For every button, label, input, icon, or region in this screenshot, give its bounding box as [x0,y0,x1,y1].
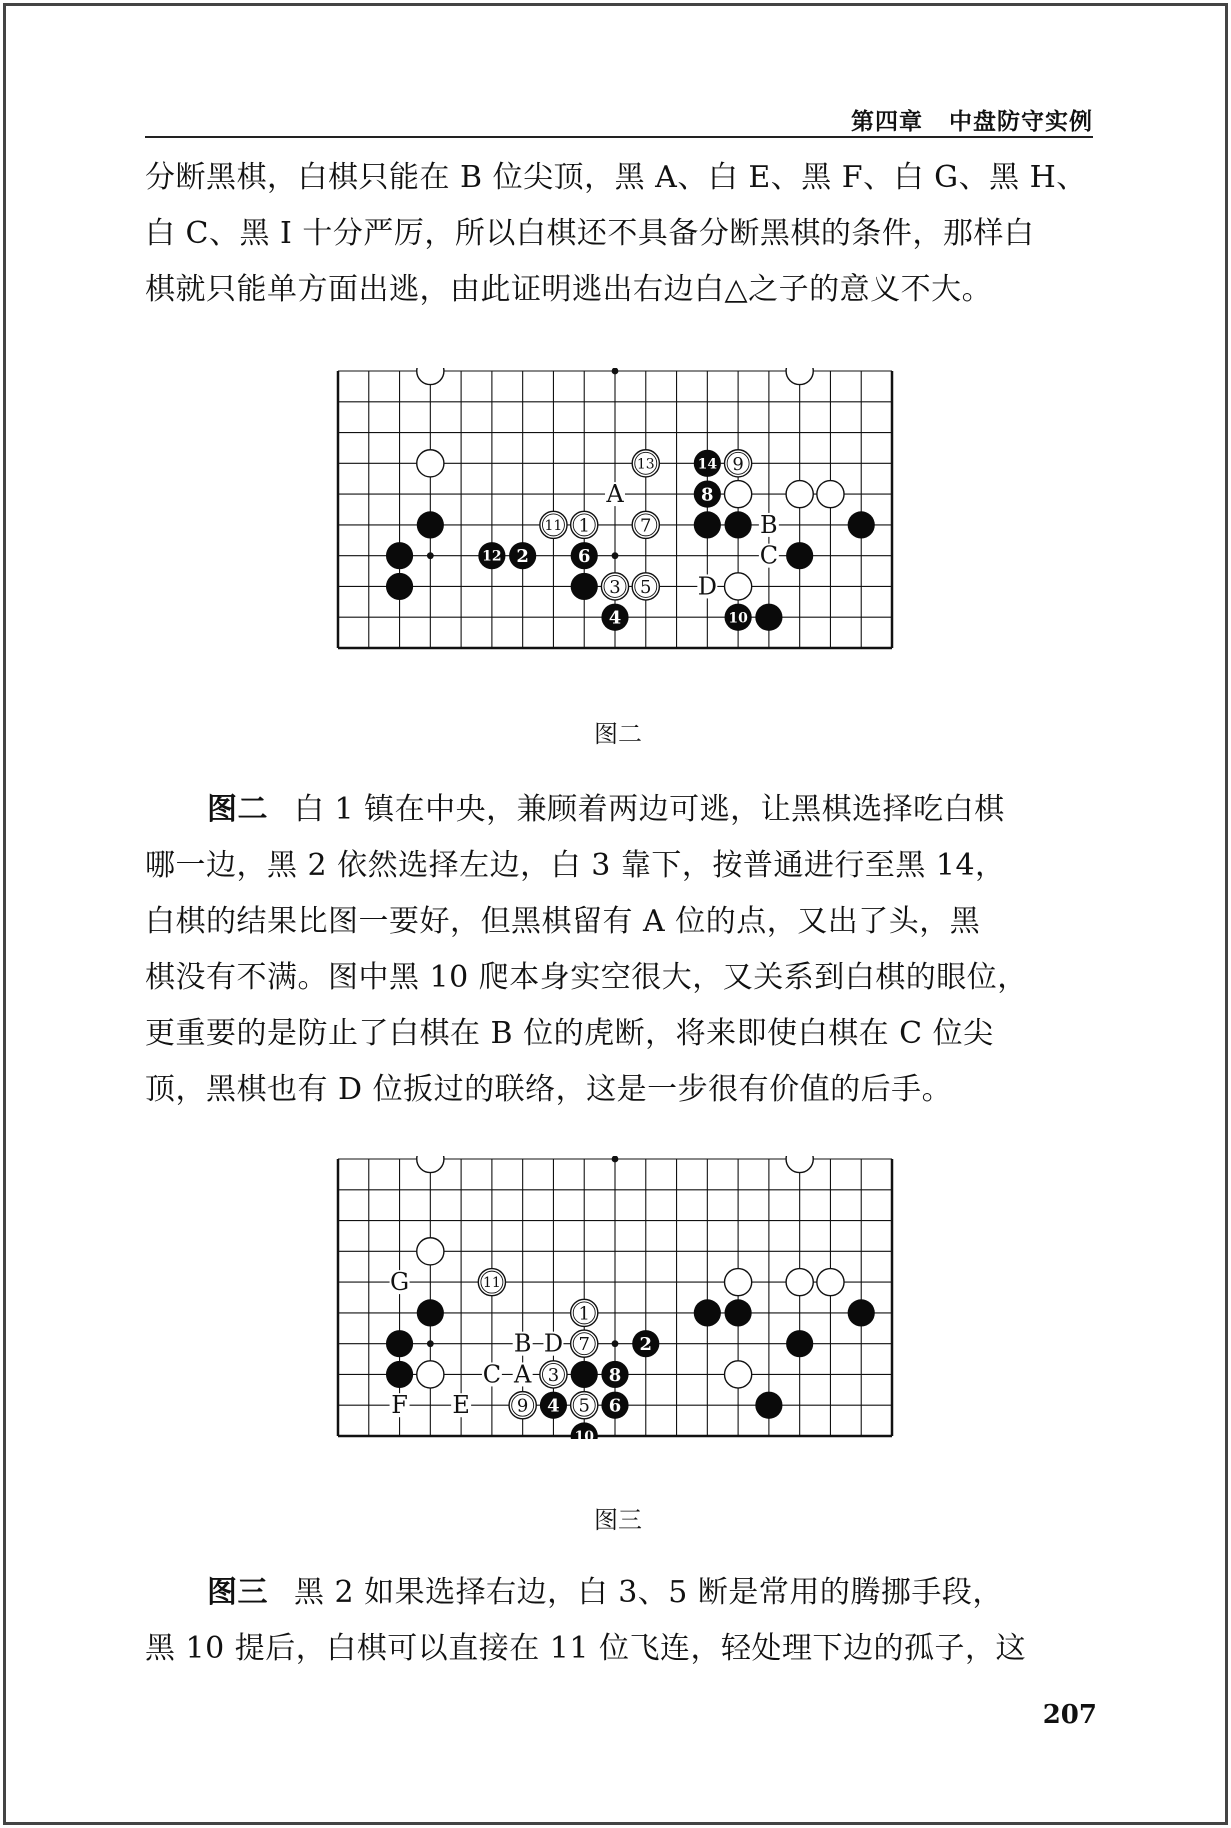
text-line: 黑 2 如果选择右边，白 3、5 断是常用的腾挪手段， [294,1575,1003,1610]
star-point [612,1340,619,1347]
white-stone-numbered [632,511,659,538]
move-number: 11 [544,517,563,534]
board-figure-2-svg [335,368,895,651]
black-stone [848,1299,875,1326]
header-rule [145,136,1093,138]
white-stone [417,450,444,477]
black-stone-numbered [571,542,598,569]
white-stone-numbered [601,573,628,600]
chapter-label: 第四章 [851,109,923,135]
black-stone [417,1299,444,1326]
text-line: 白 C、黑 I 十分严厉，所以白棋还不具备分断黑棋的条件，那样白 [145,216,1035,251]
move-number: 7 [640,515,652,537]
white-stone [725,481,752,508]
position-label: E [452,1391,470,1420]
move-number: 2 [639,1334,653,1356]
position-label: G [389,1268,410,1297]
black-stone [386,542,413,569]
paragraph-top [145,150,1095,318]
black-stone-numbered [601,1361,628,1388]
text-line: 黑 10 提后，白棋可以直接在 11 位飞连，轻处理下边的孤子，这 [145,1631,1026,1666]
black-stone-numbered [601,1392,628,1419]
white-stone [417,368,444,385]
move-number: 4 [547,1395,560,1417]
text-line: 更重要的是防止了白棋在 B 位的虎断，将来即使白棋在 C 位尖 [145,1016,994,1051]
white-stone-numbered [571,1392,598,1419]
move-number: 5 [640,576,652,598]
white-stone [725,1361,752,1388]
position-label: A [514,1360,532,1389]
white-stone-numbered [725,450,752,477]
move-number: 6 [608,1395,622,1417]
move-number: 3 [609,576,621,598]
white-stone-numbered [632,573,659,600]
white-stone-numbered [478,1269,505,1296]
paragraph-figure-2 [145,782,1095,1118]
move-number: 10 [574,1429,594,1439]
white-stone [417,1361,444,1388]
black-stone [786,542,813,569]
text-line: 白棋的结果比图一要好，但黑棋留有 A 位的点，又出了头，黑 [145,904,981,939]
white-stone [725,1269,752,1296]
black-stone [755,1392,782,1419]
black-stone [725,511,752,538]
move-number: 14 [697,456,718,473]
text-line: 棋没有不满。图中黑 10 爬本身实空很大，又关系到白棋的眼位， [145,960,1028,995]
move-number: 1 [578,1303,590,1325]
black-stone-numbered [725,604,752,631]
move-number: 1 [578,515,590,537]
black-stone [694,1299,721,1326]
move-number: 6 [577,546,591,568]
white-stone-numbered [540,511,567,538]
position-label: C [482,1360,502,1389]
black-stone [848,511,875,538]
move-number: 4 [608,607,622,629]
white-stone-numbered [540,1361,567,1388]
move-number: 9 [516,1395,529,1417]
black-stone [571,573,598,600]
figure-3-caption: 图三 [594,1506,642,1534]
move-number: 10 [728,610,748,627]
white-stone [786,481,813,508]
white-stone [725,573,752,600]
black-stone-numbered [540,1392,567,1419]
running-head [851,103,1093,136]
black-stone [417,511,444,538]
black-stone-numbered [632,1330,659,1357]
move-number: 3 [547,1364,560,1386]
black-stone-numbered [478,542,505,569]
star-point [612,1156,619,1162]
position-label: D [697,572,717,601]
white-stone [817,1269,844,1296]
position-label: D [543,1329,564,1358]
paragraph-figure-3 [145,1565,1095,1677]
black-stone [386,1361,413,1388]
black-stone [386,1330,413,1357]
board-figure-3-svg [335,1156,895,1439]
black-stone-numbered [694,481,721,508]
position-label: C [759,541,779,570]
white-stone [786,1269,813,1296]
white-stone [786,368,813,385]
text-line: 分断黑棋，白棋只能在 B 位尖顶，黑 A、白 E、黑 F、白 G、黑 H、 [145,160,1087,195]
figure-3-label: 图三 [207,1575,268,1610]
move-number: 8 [701,484,714,506]
black-stone-numbered [509,542,536,569]
black-stone-numbered [601,604,628,631]
black-stone [755,604,782,631]
white-stone [817,481,844,508]
black-stone-numbered [694,450,721,477]
move-number: 2 [516,546,529,568]
white-stone-numbered [571,1330,598,1357]
text-line: 棋就只能单方面出逃，由此证明逃出右边白△之子的意义不大。 [145,272,993,307]
position-label: B [513,1329,532,1358]
white-stone-numbered [571,511,598,538]
star-point [427,552,434,559]
black-stone [725,1299,752,1326]
star-point [612,552,619,559]
move-number: 5 [578,1395,590,1417]
move-number: 13 [636,456,655,473]
position-label: F [391,1391,408,1420]
go-board-figure-3 [335,1156,895,1443]
text-line: 顶，黑棋也有 D 位扳过的联络，这是一步很有价值的后手。 [145,1072,953,1107]
white-stone [786,1156,813,1173]
star-point [612,368,619,374]
go-board-figure-2 [335,368,895,655]
position-label: B [760,510,778,539]
white-stone [417,1238,444,1265]
move-number: 7 [578,1334,590,1356]
move-number: 8 [608,1364,622,1386]
page-number: 207 [1042,1700,1097,1730]
position-label: A [606,480,624,509]
black-stone [571,1361,598,1388]
move-number: 12 [482,548,502,565]
white-stone-numbered [632,450,659,477]
move-number: 11 [482,1275,501,1292]
star-point [427,1340,434,1347]
black-stone [386,573,413,600]
white-stone-numbered [509,1392,536,1419]
black-stone [694,511,721,538]
move-number: 9 [732,453,744,475]
text-line: 哪一边，黑 2 依然选择左边，白 3 靠下，按普通进行至黑 14， [145,848,1006,883]
white-stone-numbered [571,1299,598,1326]
black-stone-numbered [571,1422,598,1439]
figure-2-label: 图二 [207,792,268,827]
text-line: 白 1 镇在中央，兼顾着两边可逃，让黑棋选择吃白棋 [294,792,1005,827]
figure-2-caption: 图二 [594,720,642,748]
black-stone [786,1330,813,1357]
section-title: 中盘防守实例 [949,109,1093,135]
white-stone [417,1156,444,1173]
